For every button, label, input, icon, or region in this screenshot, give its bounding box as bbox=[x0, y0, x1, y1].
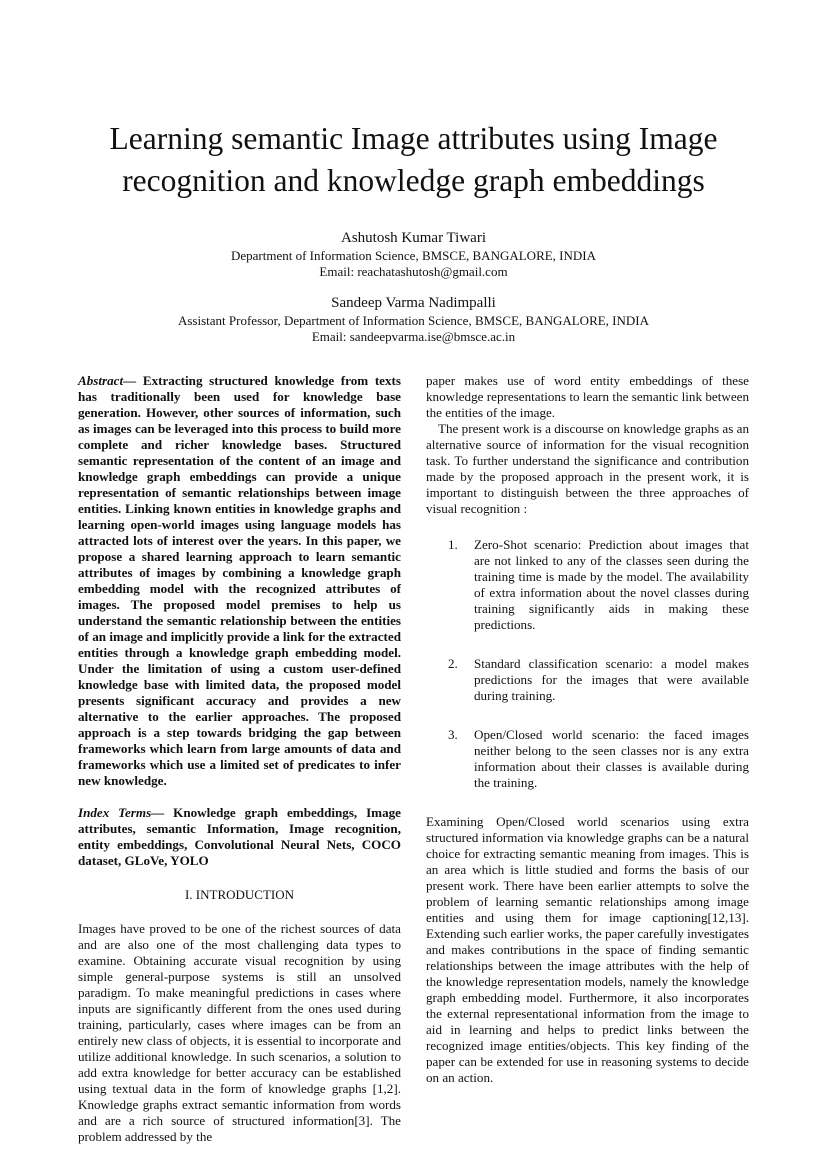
author-name: Sandeep Varma Nadimpalli bbox=[331, 295, 496, 311]
abstract-text: Extracting structured knowledge from texts has traditionally been used for knowledge base generation. However, other sources of information, such as images can be leveraged into this process to build more complete and richer knowledge bases. Structured semantic representation of the content of an image and knowledge graph embeddings can provide a unique representation of semantic relationships between image entities. Linking known entities in knowledge graphs and learning open-world images using language models has attracted lots of interest over the years. In this paper, we propose a shared learning approach to learn semantic attributes of images by combining a knowledge graph embedding model with the recognized attributes of images. The proposed model premises to help us understand the semantic relationship between the entities of an image and implicitly provide a link for the extracted entities through a knowledge graph embedding model. Under the limitation of using a custom user-defined knowledge base with limited data, the proposed model presents significant accuracy and provides a new alternative to the earlier approaches. The proposed approach is a step towards bridging the gap between frameworks which learn from large amounts of data and frameworks which use a limited set of predicates to infer new knowledge. bbox=[78, 373, 401, 788]
list-item bbox=[426, 537, 749, 633]
list-item-text: Standard classification scenario: a model makes predictions for the images that were available during training. bbox=[474, 656, 749, 703]
left-column bbox=[78, 373, 401, 1145]
author-block-2 bbox=[60, 294, 767, 345]
list-item bbox=[426, 656, 749, 704]
author-block-1 bbox=[60, 229, 767, 280]
abstract bbox=[78, 373, 401, 789]
final-paragraph: Examining Open/Closed world scenarios using extra structured information via knowledge graphs can be a natural choice for extracting semantic meaning from images. This is an area which is little studied and forms the basis of our present work. There have been earlier attempts to solve the problem of learning semantic relationships among image entities and using them for image captioning[12,13]. Extending such earlier works, the paper carefully investigates and makes contributions in the space of finding semantic relationships between the image attributes with the help of the knowledge representation models, namely the knowledge graph embedding model. Furthermore, it also incorporates the external representational information from the image to aid in learning and helps to predict links between the recognized image entities/objects. This key finding of the paper can be extended for use in reasoning systems to decide on an action. bbox=[426, 814, 749, 1085]
section-heading-introduction: I. INTRODUCTION bbox=[184, 887, 295, 902]
list-item-number: 2. bbox=[448, 656, 458, 671]
list-item-number: 1. bbox=[448, 537, 458, 552]
list-item-text: Zero-Shot scenario: Prediction about images that are not linked to any of the classes seen during the training time is made by the model. The availability of extra information about the novel classes during training significantly aids in making these predictions. bbox=[474, 537, 749, 632]
author-name: Ashutosh Kumar Tiwari bbox=[340, 230, 486, 246]
list-item-number: 3. bbox=[448, 727, 458, 742]
author-affiliation: Department of Information Science, BMSCE, BANGALORE, INDIA bbox=[230, 248, 596, 263]
continuation-paragraph: paper makes use of word entity embeddings of these knowledge representations to learn the semantic link between the entities of the image. bbox=[426, 373, 749, 420]
discourse-paragraph: The present work is a discourse on knowledge graphs as an alternative source of information for the visual recognition task. To further understand the significance and contribution made by the proposed approach in the present work, it is important to distinguish between the three approaches of visual recognition : bbox=[426, 421, 749, 516]
paper-title: Learning semantic Image attributes using Image recognition and knowledge graph embeddings bbox=[109, 121, 718, 198]
index-terms bbox=[78, 805, 401, 869]
abstract-label: Abstract— bbox=[78, 373, 137, 388]
scenario-list bbox=[426, 537, 749, 791]
author-affiliation: Assistant Professor, Department of Information Science, BMSCE, BANGALORE, INDIA bbox=[177, 313, 650, 328]
author-email: Email: reachatashutosh@gmail.com bbox=[319, 264, 508, 279]
author-email: Email: sandeepvarma.ise@bmsce.ac.in bbox=[311, 329, 516, 344]
right-column bbox=[426, 373, 749, 1086]
intro-paragraph: Images have proved to be one of the richest sources of data and are also one of the most challenging data types to examine. Obtaining accurate visual recognition by using simple general-purpose systems is still an unsolved paradigm. To make meaningful predictions in cases where inputs are significantly different from the ones used during training, particularly, cases where images can be from an entirely new class of objects, it is essential to incorporate and utilize additional knowledge. In such scenarios, a solution to add extra knowledge for better accuracy can be established using textual data in the form of knowledge graphs [1,2]. Knowledge graphs extract semantic information from words and are a rich source of structured information[3]. The problem addressed by the bbox=[78, 921, 401, 1144]
author-list bbox=[60, 229, 767, 359]
list-item-text: Open/Closed world scenario: the faced images neither belong to the seen classes nor is any extra information about their classes is available during the training. bbox=[474, 727, 749, 790]
index-terms-label: Index Terms— bbox=[78, 805, 165, 820]
list-item bbox=[426, 727, 749, 791]
index-terms-text: Knowledge graph embeddings, Image attributes, semantic Information, Image recognition, entity embeddings, Convolutional Neural Nets, COCO dataset, GLoVe, YOLO bbox=[78, 805, 401, 868]
